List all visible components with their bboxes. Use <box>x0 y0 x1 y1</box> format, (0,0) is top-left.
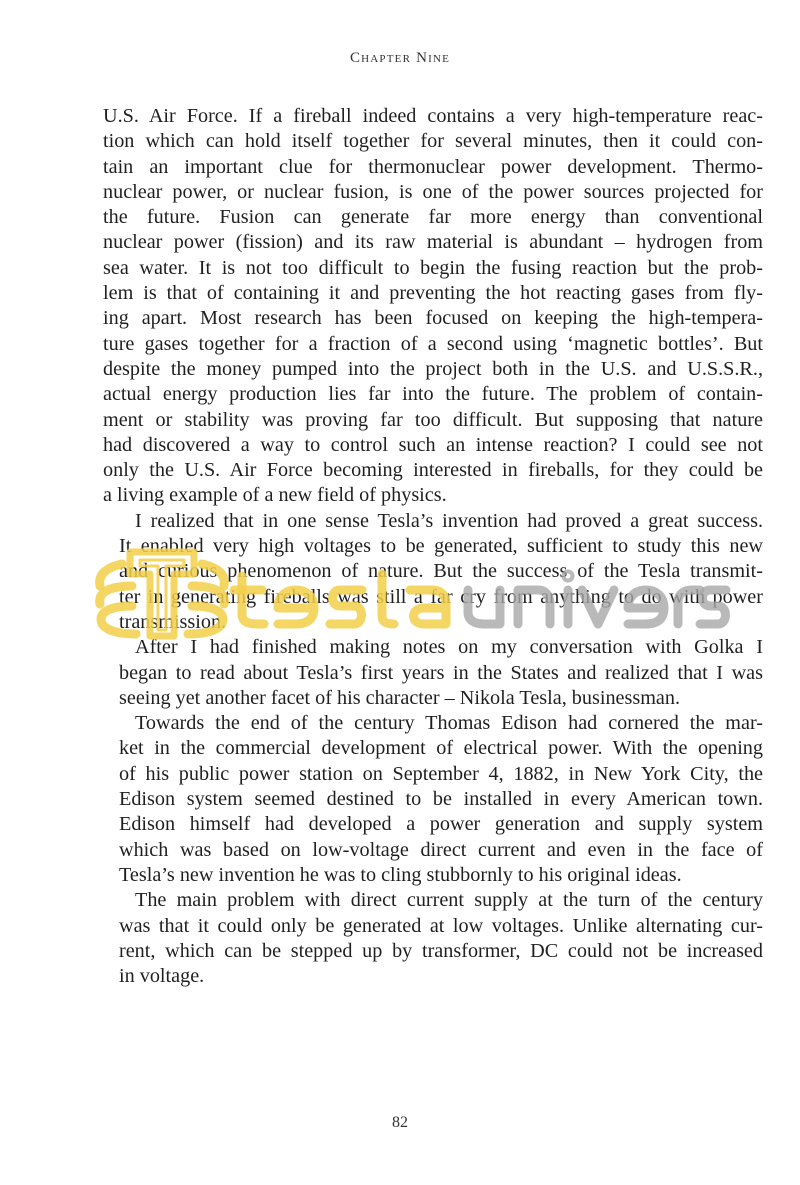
running-head: Chapter Nine <box>349 50 451 66</box>
text-line: in voltage. <box>119 965 205 988</box>
text-line: despite the money pumped into the project both in the U.S. and U.S.S.R., <box>103 357 763 380</box>
text-line: lem is that of containing it and preventing the hot reacting gases from fly- <box>103 282 763 305</box>
text-line: only the U.S. Air Force becoming interested in fireballs, for they could be <box>103 459 763 482</box>
text-line: U.S. Air Force. If a fireball indeed contains a very high-temperature reac- <box>103 105 763 127</box>
paragraph-2 <box>103 509 763 635</box>
text-line: It enabled very high voltages to be generated, sufficient to study this new <box>119 535 763 558</box>
text-line: a living example of a new field of physics. <box>103 484 447 507</box>
body-text <box>103 104 763 989</box>
text-line: Tesla’s new invention he was to cling stubbornly to his original ideas. <box>119 863 682 886</box>
text-line: actual energy production lies far into the future. The problem of contain- <box>103 383 763 406</box>
text-line: ter in generating fireballs was still a far cry from anything to do with power <box>119 585 763 608</box>
text-line: nuclear power, or nuclear fusion, is one of the power sources projected for <box>103 180 763 203</box>
paragraph-1 <box>103 104 763 509</box>
text-line: ment or stability was proving far too difficult. But supposing that nature <box>103 408 763 431</box>
text-line: nuclear power (fission) and its raw material is abundant – hydrogen from <box>103 231 763 254</box>
text-line: tion which can hold itself together for several minutes, then it could con- <box>103 130 763 153</box>
text-line: Edison himself had developed a power generation and supply system <box>119 813 763 836</box>
text-line: sea water. It is not too difficult to begin the fusing reaction but the prob- <box>103 256 763 279</box>
text-line: Towards the end of the century Thomas Edison had cornered the mar- <box>135 712 763 735</box>
text-line: transmission. <box>119 610 227 633</box>
paragraph-3 <box>103 635 763 711</box>
text-line: had discovered a way to control such an intense reaction? I could see not <box>103 433 763 456</box>
text-line: was that it could only be generated at low voltages. Unlike alternating cur- <box>119 914 763 937</box>
text-line: ket in the commercial development of electrical power. With the opening <box>119 737 763 760</box>
text-line: Edison system seemed destined to be installed in every American town. <box>119 788 763 811</box>
paragraph-5 <box>103 888 763 989</box>
text-line: I realized that in one sense Tesla’s invention had proved a great success. <box>135 509 763 532</box>
text-line: tain an important clue for thermonuclear power development. Thermo- <box>103 155 763 178</box>
text-line: rent, which can be stepped up by transformer, DC could not be increased <box>119 939 763 962</box>
text-line: of his public power station on September 4, 1882, in New York City, the <box>119 762 763 785</box>
text-line: which was based on low-voltage direct current and even in the face of <box>119 838 763 861</box>
page-number: 82 <box>392 1114 408 1131</box>
paragraph-4 <box>103 711 763 888</box>
text-line: ing apart. Most research has been focused on keeping the high-tempera- <box>103 307 763 330</box>
text-line: and curious phenomenon of nature. But the success of the Tesla transmit- <box>119 560 763 583</box>
text-line: ture gases together for a fraction of a second using ‘magnetic bottles’. But <box>103 332 763 355</box>
text-line: After I had finished making notes on my conversation with Golka I <box>135 636 763 659</box>
text-line: seeing yet another facet of his character – Nikola Tesla, businessman. <box>119 686 681 709</box>
text-line: The main problem with direct current supply at the turn of the century <box>135 889 763 912</box>
text-line: the future. Fusion can generate far more energy than conventional <box>103 206 763 229</box>
text-line: began to read about Tesla’s first years in the States and realized that I was <box>119 661 763 684</box>
